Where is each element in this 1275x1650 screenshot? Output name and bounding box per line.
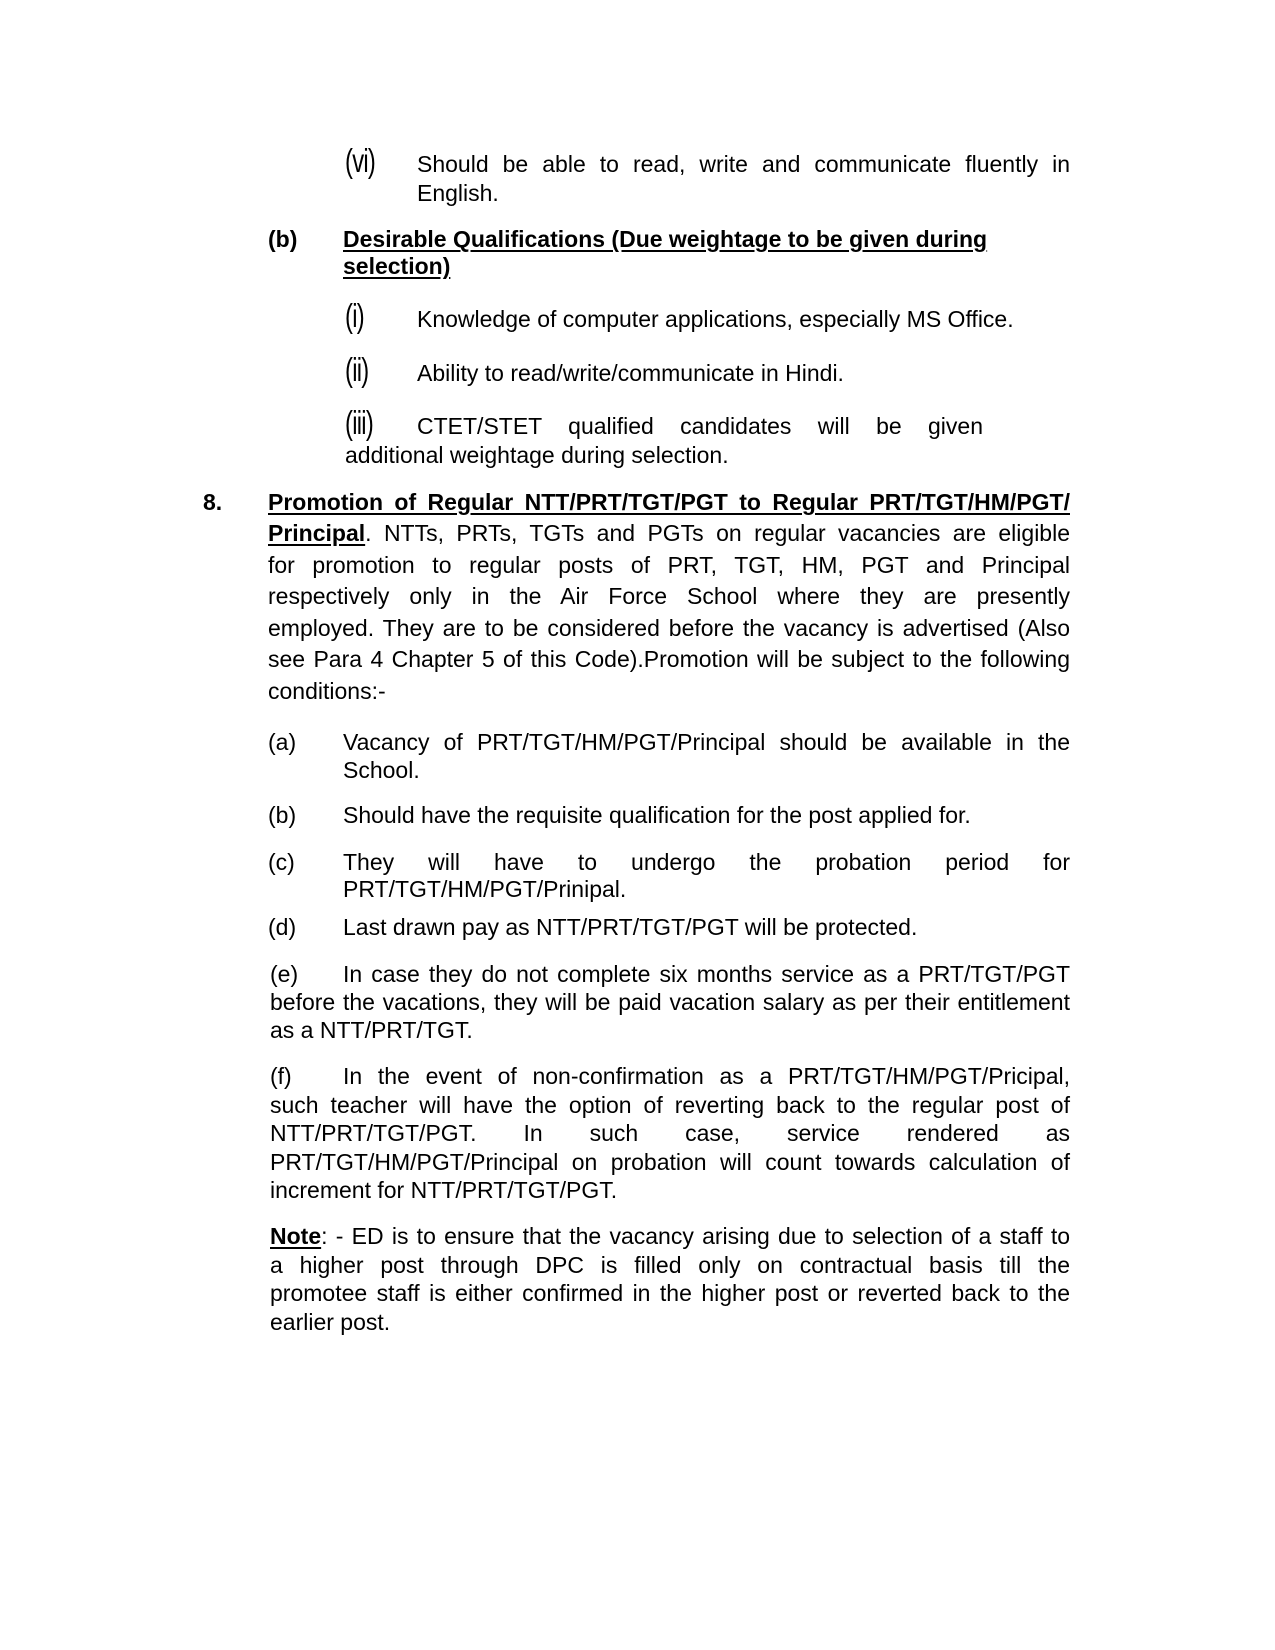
condition-c-line2: PRT/TGT/HM/PGT/Prinipal. <box>343 876 627 902</box>
note-line4: earlier post. <box>270 1309 391 1335</box>
condition-e-line2: before the vacations, they will be paid vacation salary as per their entitlement <box>270 989 1070 1015</box>
paragraph-8-line4: employed. They are to be considered before the vacancy is advertised (Also <box>268 615 1070 641</box>
note-line1 <box>270 1222 1070 1251</box>
note-line1-text: : - ED is to ensure that the vacancy arising due to selection of a staff to <box>321 1223 1070 1249</box>
note-line2: a higher post through DPC is filled only on contractual basis till the <box>270 1252 1070 1278</box>
condition-d-marker: (d) <box>268 914 297 940</box>
condition-a-line1: Vacancy of PRT/TGT/HM/PGT/Principal should be available in the <box>343 729 1070 755</box>
condition-a-marker: (a) <box>268 729 297 755</box>
paragraph-8-heading-end: Principal <box>268 520 366 546</box>
condition-f-line5: increment for NTT/PRT/TGT/PGT. <box>270 1177 618 1203</box>
condition-f-line3: NTT/PRT/TGT/PGT. In such case, service rendered as <box>270 1120 1070 1146</box>
note-label: Note <box>270 1223 322 1249</box>
condition-b-marker: (b) <box>268 802 297 828</box>
condition-e-line1: In case they do not complete six months service as a PRT/TGT/PGT <box>343 961 1070 987</box>
condition-d-text: Last drawn pay as NTT/PRT/TGT/PGT will be protected. <box>343 914 918 940</box>
paragraph-8-line5: see Para 4 Chapter 5 of this Code).Promotion will be subject to the following <box>268 646 1070 672</box>
paragraph-8-heading: Promotion of Regular NTT/PRT/TGT/PGT to Regular PRT/TGT/HM/PGT/ <box>268 489 1070 515</box>
paragraph-8-line1 <box>268 517 1070 549</box>
desirable-heading-line1: Desirable Qualifications (Due weightage to be given during <box>343 226 988 252</box>
item-vi-marker: (vi) <box>345 142 376 179</box>
condition-e-line3: as a NTT/PRT/TGT. <box>270 1017 473 1043</box>
condition-c-line1: They will have to undergo the probation period for <box>343 849 1070 875</box>
paragraph-8-line3: respectively only in the Air Force School where they are presently <box>268 583 1070 609</box>
section-b-marker: (b) <box>268 226 298 252</box>
item-vi-line1: Should be able to read, write and communicate fluently in <box>417 151 1070 177</box>
item-iii-marker: (iii) <box>345 404 374 441</box>
condition-e-marker: (e) <box>270 961 299 987</box>
paragraph-8-number: 8. <box>203 489 223 515</box>
condition-f-line4: PRT/TGT/HM/PGT/Principal on probation will count towards calculation of <box>270 1149 1070 1175</box>
condition-f-line1: In the event of non-confirmation as a PRT/TGT/HM/PGT/Pricipal, <box>343 1063 1070 1089</box>
note-line3: promotee staff is either confirmed in the higher post or reverted back to the <box>270 1280 1070 1306</box>
condition-c-marker: (c) <box>268 849 295 875</box>
desirable-heading-line2: selection) <box>343 253 451 279</box>
condition-a-line2: School. <box>343 757 420 783</box>
condition-b-text: Should have the requisite qualification for the post applied for. <box>343 802 971 828</box>
item-iii-line1: CTET/STET qualified candidates will be given <box>417 413 983 439</box>
item-i-marker: (i) <box>345 297 364 334</box>
condition-f-marker: (f) <box>270 1063 292 1089</box>
condition-f-line2: such teacher will have the option of reverting back to the regular post of <box>270 1092 1070 1118</box>
item-i-text: Knowledge of computer applications, especially MS Office. <box>417 306 1014 332</box>
item-ii-text: Ability to read/write/communicate in Hindi. <box>417 360 844 386</box>
paragraph-8-line6: conditions:- <box>268 678 386 704</box>
paragraph-8-line1-text: . NTTs, PRTs, TGTs and PGTs on regular vacancies are eligible <box>365 520 1070 546</box>
item-ii-marker: (ii) <box>345 351 369 388</box>
item-vi-line2: English. <box>417 180 499 206</box>
paragraph-8-line2: for promotion to regular posts of PRT, TGT, HM, PGT and Principal <box>268 552 1070 578</box>
item-iii-line2: additional weightage during selection. <box>345 442 729 468</box>
